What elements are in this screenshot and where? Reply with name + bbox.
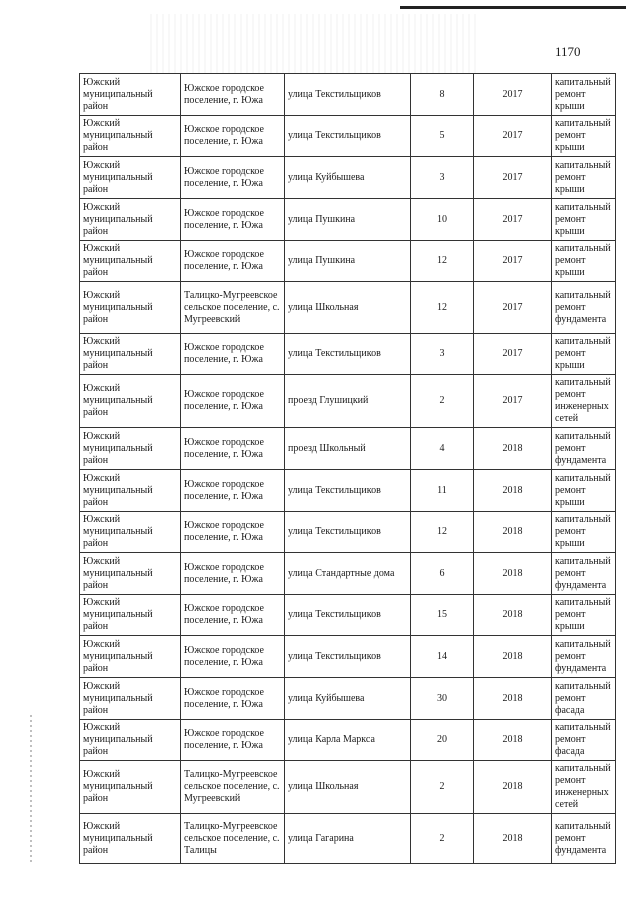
work-type-cell: капитальный ремонт крыши (552, 157, 616, 199)
year-cell: 2018 (474, 470, 552, 512)
year-cell: 2017 (474, 116, 552, 157)
work-type-cell: капитальный ремонт инженерных сетей (552, 761, 616, 814)
year-cell: 2018 (474, 512, 552, 553)
street-cell: проезд Глушицкий (285, 375, 411, 428)
house-number-cell: 14 (411, 636, 474, 678)
street-cell: улица Пушкина (285, 241, 411, 282)
house-number-cell: 11 (411, 470, 474, 512)
year-cell: 2017 (474, 157, 552, 199)
street-cell: улица Текстильщиков (285, 470, 411, 512)
street-cell: улица Текстильщиков (285, 595, 411, 636)
table-row (80, 74, 616, 116)
district-cell: Южский муниципальный район (80, 241, 181, 282)
settlement-cell: Южское городское поселение, г. Южа (181, 116, 285, 157)
work-type-cell: капитальный ремонт крыши (552, 199, 616, 241)
year-cell: 2018 (474, 636, 552, 678)
year-cell: 2017 (474, 375, 552, 428)
district-cell: Южский муниципальный район (80, 157, 181, 199)
work-type-cell: капитальный ремонт инженерных сетей (552, 375, 616, 428)
settlement-cell: Южское городское поселение, г. Южа (181, 241, 285, 282)
settlement-cell: Южское городское поселение, г. Южа (181, 199, 285, 241)
district-cell: Южский муниципальный район (80, 595, 181, 636)
table-row (80, 470, 616, 512)
work-type-cell: капитальный ремонт фундамента (552, 636, 616, 678)
year-cell: 2018 (474, 720, 552, 761)
table-row (80, 636, 616, 678)
district-cell: Южский муниципальный район (80, 761, 181, 814)
district-cell: Южский муниципальный район (80, 678, 181, 720)
settlement-cell: Южское городское поселение, г. Южа (181, 595, 285, 636)
district-cell: Южский муниципальный район (80, 74, 181, 116)
street-cell: улица Куйбышева (285, 678, 411, 720)
work-type-cell: капитальный ремонт фундамента (552, 814, 616, 864)
header-rule (400, 6, 626, 9)
house-number-cell: 12 (411, 512, 474, 553)
district-cell: Южский муниципальный район (80, 636, 181, 678)
district-cell: Южский муниципальный район (80, 814, 181, 864)
table-body (80, 74, 616, 864)
work-type-cell: капитальный ремонт крыши (552, 241, 616, 282)
work-type-cell: капитальный ремонт фундамента (552, 282, 616, 334)
district-cell: Южский муниципальный район (80, 720, 181, 761)
settlement-cell: Талицко-Мугреевское сельское поселение, с. Мугреевский (181, 282, 285, 334)
work-type-cell: капитальный ремонт крыши (552, 334, 616, 375)
page-number: 1170 (555, 44, 581, 59)
house-number-cell: 5 (411, 116, 474, 157)
street-cell: улица Карла Маркса (285, 720, 411, 761)
district-cell: Южский муниципальный район (80, 375, 181, 428)
work-type-cell: капитальный ремонт фасада (552, 678, 616, 720)
street-cell: проезд Школьный (285, 428, 411, 470)
work-type-cell: капитальный ремонт фундамента (552, 428, 616, 470)
table-row (80, 375, 616, 428)
district-cell: Южский муниципальный район (80, 116, 181, 157)
street-cell: улица Текстильщиков (285, 636, 411, 678)
table-row (80, 761, 616, 814)
settlement-cell: Южское городское поселение, г. Южа (181, 553, 285, 595)
house-number-cell: 12 (411, 241, 474, 282)
table-row (80, 157, 616, 199)
street-cell: улица Школьная (285, 761, 411, 814)
street-cell: улица Гагарина (285, 814, 411, 864)
table-row (80, 720, 616, 761)
settlement-cell: Южское городское поселение, г. Южа (181, 678, 285, 720)
settlement-cell: Южское городское поселение, г. Южа (181, 470, 285, 512)
work-type-cell: капитальный ремонт фундамента (552, 553, 616, 595)
table-row (80, 334, 616, 375)
district-cell: Южский муниципальный район (80, 512, 181, 553)
house-number-cell: 8 (411, 74, 474, 116)
year-cell: 2017 (474, 74, 552, 116)
table-row (80, 199, 616, 241)
house-number-cell: 20 (411, 720, 474, 761)
house-number-cell: 12 (411, 282, 474, 334)
table-row (80, 116, 616, 157)
year-cell: 2018 (474, 553, 552, 595)
work-type-cell: капитальный ремонт крыши (552, 512, 616, 553)
street-cell: улица Текстильщиков (285, 512, 411, 553)
work-type-cell: капитальный ремонт крыши (552, 595, 616, 636)
year-cell: 2018 (474, 761, 552, 814)
settlement-cell: Южское городское поселение, г. Южа (181, 720, 285, 761)
street-cell: улица Текстильщиков (285, 74, 411, 116)
settlement-cell: Южское городское поселение, г. Южа (181, 334, 285, 375)
house-number-cell: 2 (411, 761, 474, 814)
year-cell: 2018 (474, 678, 552, 720)
district-cell: Южский муниципальный район (80, 470, 181, 512)
year-cell: 2017 (474, 241, 552, 282)
table-row (80, 428, 616, 470)
settlement-cell: Южское городское поселение, г. Южа (181, 428, 285, 470)
settlement-cell: Южское городское поселение, г. Южа (181, 375, 285, 428)
table-row (80, 595, 616, 636)
street-cell: улица Пушкина (285, 199, 411, 241)
year-cell: 2018 (474, 595, 552, 636)
table-row (80, 512, 616, 553)
settlement-cell: Южское городское поселение, г. Южа (181, 636, 285, 678)
work-type-cell: капитальный ремонт крыши (552, 74, 616, 116)
margin-scan-noise (30, 715, 32, 865)
year-cell: 2017 (474, 199, 552, 241)
house-number-cell: 2 (411, 375, 474, 428)
street-cell: улица Куйбышева (285, 157, 411, 199)
house-number-cell: 15 (411, 595, 474, 636)
repair-registry-table (79, 73, 616, 864)
district-cell: Южский муниципальный район (80, 553, 181, 595)
house-number-cell: 3 (411, 334, 474, 375)
district-cell: Южский муниципальный район (80, 199, 181, 241)
house-number-cell: 10 (411, 199, 474, 241)
year-cell: 2017 (474, 282, 552, 334)
settlement-cell: Южское городское поселение, г. Южа (181, 74, 285, 116)
work-type-cell: капитальный ремонт крыши (552, 116, 616, 157)
table-row (80, 678, 616, 720)
settlement-cell: Талицко-Мугреевское сельское поселение, с. Талицы (181, 814, 285, 864)
table-row (80, 553, 616, 595)
settlement-cell: Талицко-Мугреевское сельское поселение, с. Мугреевский (181, 761, 285, 814)
settlement-cell: Южское городское поселение, г. Южа (181, 512, 285, 553)
table-row (80, 282, 616, 334)
house-number-cell: 30 (411, 678, 474, 720)
street-cell: улица Текстильщиков (285, 116, 411, 157)
district-cell: Южский муниципальный район (80, 428, 181, 470)
house-number-cell: 3 (411, 157, 474, 199)
table-row (80, 814, 616, 864)
settlement-cell: Южское городское поселение, г. Южа (181, 157, 285, 199)
street-cell: улица Стандартные дома (285, 553, 411, 595)
house-number-cell: 2 (411, 814, 474, 864)
year-cell: 2017 (474, 334, 552, 375)
district-cell: Южский муниципальный район (80, 282, 181, 334)
table-row (80, 241, 616, 282)
year-cell: 2018 (474, 428, 552, 470)
work-type-cell: капитальный ремонт крыши (552, 470, 616, 512)
street-cell: улица Школьная (285, 282, 411, 334)
scan-noise (150, 14, 480, 74)
house-number-cell: 6 (411, 553, 474, 595)
district-cell: Южский муниципальный район (80, 334, 181, 375)
street-cell: улица Текстильщиков (285, 334, 411, 375)
house-number-cell: 4 (411, 428, 474, 470)
year-cell: 2018 (474, 814, 552, 864)
work-type-cell: капитальный ремонт фасада (552, 720, 616, 761)
